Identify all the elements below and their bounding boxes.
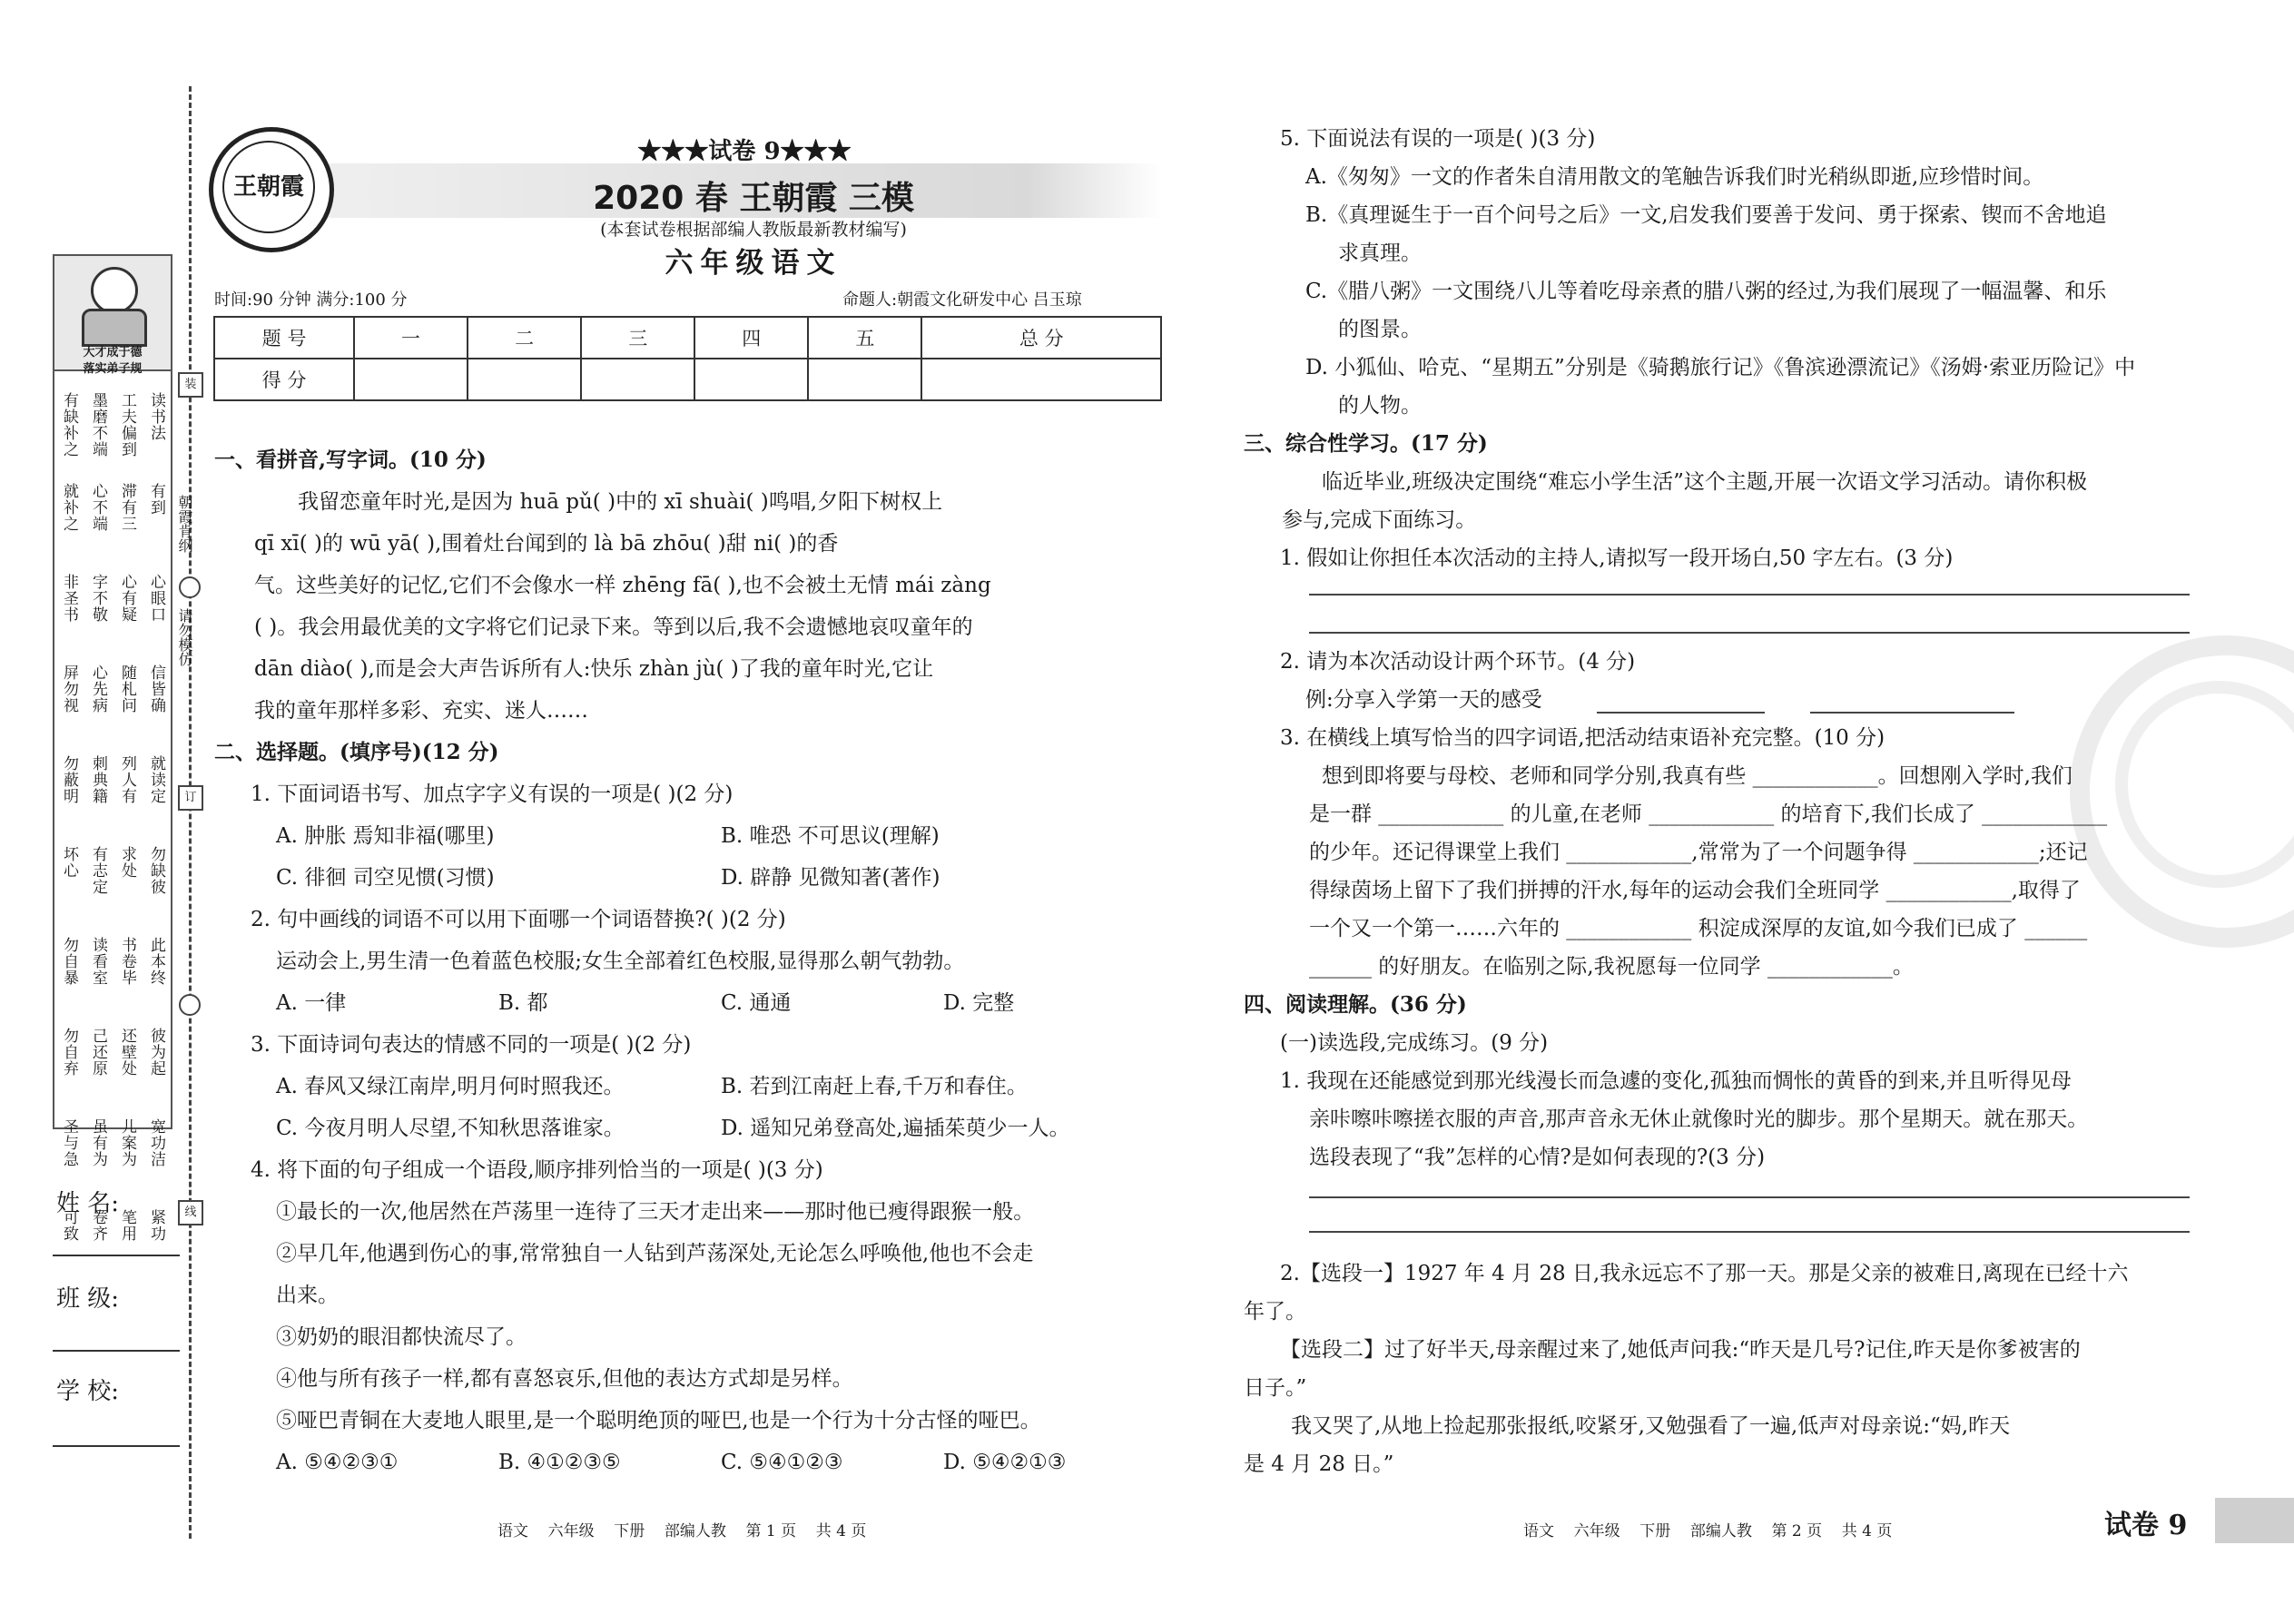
idiom-column: 求处	[118, 846, 136, 879]
left-page-body	[214, 439, 1167, 1483]
idiom-column: 虽有为	[89, 1118, 107, 1167]
brand-logo	[209, 127, 334, 252]
answer-line[interactable]	[1810, 712, 2014, 714]
option: D. 遥知兄弟登高处,遍插茱萸少一人。	[721, 1117, 1070, 1140]
time-score: 时间:90 分钟 满分:100 分	[214, 290, 408, 310]
section4-q2-line: 日子。”	[1244, 1376, 1307, 1400]
section1-line: qī xī( )的 wū yā( ),围着灶台闻到的 là bā zhōu( )甜 ni( )的香	[254, 532, 839, 556]
option: C. 通通	[721, 991, 792, 1015]
section4-q2-line: 年了。	[1244, 1300, 1306, 1324]
question-5-line: D. 小狐仙、哈克、“星期五”分别是《骑鹅旅行记》《鲁滨逊漂流记》《汤姆·索亚历险记》中	[1305, 356, 2136, 379]
score-input[interactable]	[808, 359, 921, 400]
table-cell: 得 分	[214, 359, 354, 400]
motto	[54, 345, 171, 378]
section1-line: 我的童年那样多彩、充实、迷人……	[254, 699, 588, 723]
idiom-column: 读看室	[89, 937, 107, 986]
idiom-column: 卷齐	[89, 1209, 107, 1242]
option-row	[214, 1442, 1167, 1483]
name-field[interactable]	[53, 1255, 180, 1256]
question-4-line: ⑤哑巴青铜在大麦地人眼里,是一个聪明绝顶的哑巴,也是一个行为十分古怪的哑巴。	[276, 1409, 1041, 1432]
idiom-column: 己还原	[89, 1028, 107, 1077]
paper-series: ★★★试卷 9★★★	[637, 138, 852, 165]
question-4-line: ②早几年,他遇到伤心的事,常常独自一人钻到芦荡深处,无论怎么呼唤他,他也不会走	[276, 1242, 1034, 1265]
subject-title: 六年级语文	[665, 247, 842, 280]
section1-line: ( )。我会用最优美的文字将它们记录下来。等到以后,我不会遗憾地哀叹童年的	[254, 615, 973, 639]
binding-mark: 线	[178, 1200, 203, 1225]
idiom-column: 心不端	[89, 483, 107, 532]
option-row	[214, 982, 1167, 1024]
tag-bar	[2215, 1498, 2294, 1543]
section1-heading: 一、看拼音,写字词。(10 分)	[214, 448, 487, 472]
idiom-column: 滞有三	[118, 483, 136, 532]
idiom-column: 刺典籍	[89, 755, 107, 804]
idiom-column: 屏勿视	[60, 664, 78, 714]
idiom-column: 笔用	[118, 1209, 136, 1242]
idiom-column: 勿自暴	[60, 937, 78, 986]
answer-line[interactable]	[1309, 594, 2190, 595]
score-value-row	[214, 359, 1161, 400]
section3-q3-line: 想到即将要与母校、老师和同学分别,我真有些 ____________。回想刚入学时,我们	[1322, 764, 2072, 788]
section4-q1-line: 选段表现了“我”怎样的心情?是如何表现的?(3 分)	[1309, 1146, 1766, 1169]
idiom-column: 彼为起	[147, 1028, 165, 1077]
section3-heading: 三、综合性学习。(17 分)	[1244, 431, 1488, 456]
section4-heading: 四、阅读理解。(36 分)	[1244, 992, 1467, 1017]
idiom-column: 还壁处	[118, 1028, 136, 1077]
idiom-column: 读书法	[147, 392, 165, 441]
binding-text: 请勿模仿	[176, 608, 193, 666]
section3-q3-line: 的少年。还记得课堂上我们 ____________,常常为了一个问题争得 ____________;还记	[1309, 841, 2088, 864]
score-input[interactable]	[921, 359, 1161, 400]
idiom-column: 有到	[147, 483, 165, 516]
idiom-column: 随札问	[118, 664, 136, 714]
footer-right: 语文 六年级 下册 部编人教 第 2 页 共 4 页	[1523, 1522, 1893, 1540]
idiom-column: 有缺补之	[60, 392, 78, 458]
idiom-column: 勿缺彼	[147, 846, 165, 895]
table-cell: 一	[354, 317, 468, 359]
answer-line[interactable]	[1309, 1231, 2190, 1233]
idiom-column: 非圣书	[60, 574, 78, 623]
idiom-column: 紧功	[147, 1209, 165, 1242]
option-row	[214, 1107, 1167, 1149]
idiom-column: 儿案为	[118, 1118, 136, 1167]
author-line: 命题人:朝霞文化研发中心 吕玉琼	[842, 290, 1082, 310]
section3-q3-line: 是一群 ____________ 的儿童,在老师 ____________ 的培育下,我们长成了 ____________	[1309, 802, 2108, 826]
score-input[interactable]	[354, 359, 468, 400]
section2-heading: 二、选择题。(填序号)(12 分)	[214, 740, 499, 764]
idiom-column: 就补之	[60, 483, 78, 532]
option: D. 辟静 见微知著(著作)	[721, 866, 940, 890]
logo-text: 王朝霞	[222, 141, 315, 233]
question-5-line: 求真理。	[1338, 241, 1422, 265]
question-5-line: C.《腊八粥》一文围绕八儿等着吃母亲煮的腊八粥的经过,为我们展现了一幅温馨、和乐	[1305, 280, 2107, 303]
idiom-column: 信皆确	[147, 664, 165, 714]
section3-q2-example	[1244, 681, 2206, 719]
section3-q2: 2. 请为本次活动设计两个环节。(4 分)	[1280, 650, 1636, 674]
question-4-line: ④他与所有孩子一样,都有喜怒哀乐,但他的表达方式却是另样。	[276, 1367, 853, 1391]
answer-line[interactable]	[1309, 632, 2190, 634]
table-cell: 二	[468, 317, 581, 359]
option: C. 徘徊 司空见惯(习惯)	[276, 866, 495, 890]
idiom-column: 坏心	[60, 846, 78, 879]
score-input[interactable]	[581, 359, 694, 400]
question-3: 3. 下面诗词句表达的情感不同的一项是( )(2 分)	[251, 1033, 692, 1057]
option: B. 若到江南赶上春,千万和春住。	[721, 1075, 1028, 1098]
idiom-column: 列人有	[118, 755, 136, 804]
option: B. 都	[498, 991, 548, 1015]
option: C. ⑤④①②③	[721, 1451, 843, 1474]
table-cell: 四	[694, 317, 808, 359]
question-2: 2. 句中画线的词语不可以用下面哪一个词语替换?( )(2 分)	[251, 908, 786, 931]
table-cell: 五	[808, 317, 921, 359]
option: C. 今夜月明人尽望,不知秋思落谁家。	[276, 1117, 625, 1140]
section4-q2-line: 是 4 月 28 日。”	[1244, 1452, 1394, 1476]
question-5-line: 的图景。	[1338, 318, 1422, 341]
idiom-column: 有志定	[89, 846, 107, 895]
motto-line: 大才成于德	[83, 346, 143, 359]
idiom-column: 书卷毕	[118, 937, 136, 986]
name-label: 姓 名:	[56, 1190, 120, 1217]
section3-q3-line: 一个又一个第一……六年的 ____________ 积淀成深厚的友谊,如今我们已成了 ______	[1309, 917, 2088, 940]
motto-line: 落实弟子规	[83, 362, 143, 376]
section4-sub: (一)读选段,完成练习。(9 分)	[1280, 1031, 1549, 1055]
question-5-line: 的人物。	[1338, 394, 1422, 418]
idiom-column: 墨磨不端	[89, 392, 107, 458]
idiom-column: 此本终	[147, 937, 165, 986]
option: D. ⑤④②①③	[943, 1451, 1067, 1474]
question-4-line: ①最长的一次,他居然在芦荡里一连待了三天才走出来——那时他已瘦得跟猴一般。	[276, 1200, 1035, 1224]
question-2-sentence: 运动会上,男生清一色着蓝色校服;女生全部着红色校服,显得那么朝气勃勃。	[276, 950, 965, 973]
option: A. 一律	[276, 991, 347, 1015]
binding-hole	[179, 994, 201, 1016]
section4-q1-line: 亲咔嚓咔嚓搓衣服的声音,那声音永无休止就像时光的脚步。那个星期天。就在那天。	[1309, 1107, 2089, 1131]
binding-mark: 订	[178, 785, 203, 811]
score-input[interactable]	[694, 359, 808, 400]
idiom-column: 工夫偏到	[118, 392, 136, 458]
option: A. 春风又绿江南岸,明月何时照我还。	[276, 1075, 625, 1098]
idiom-column: 勿自弃	[60, 1028, 78, 1077]
example-text: 例:分享入学第一天的感受	[1305, 688, 1542, 712]
idiom-column: 就读定	[147, 755, 165, 804]
binding-hole	[179, 576, 201, 598]
answer-line[interactable]	[1309, 1196, 2190, 1198]
idiom-column: 心先病	[89, 664, 107, 714]
section4-q2-line: 我又哭了,从地上捡起那张报纸,咬紧牙,又勉强看了一遍,低声对母亲说:“妈,昨天	[1291, 1414, 2011, 1438]
idiom-grid	[54, 392, 171, 1300]
binding-dashed-line	[189, 86, 192, 1539]
school-label: 学 校:	[56, 1378, 120, 1405]
question-4-line: 出来。	[276, 1284, 339, 1307]
option-row	[214, 815, 1167, 857]
binding-mark: 装	[178, 372, 203, 398]
section3-q1: 1. 假如让你担任本次活动的主持人,请拟写一段开场白,50 字左右。(3 分)	[1280, 546, 1954, 570]
table-cell: 总 分	[921, 317, 1161, 359]
option-row	[214, 1066, 1167, 1107]
class-label: 班 级:	[56, 1285, 120, 1313]
paper-tag: 试卷 9	[2104, 1510, 2188, 1541]
option: D. 完整	[943, 991, 1015, 1015]
score-header-row	[214, 317, 1161, 359]
section4-q2-line: 【选段二】过了好半天,母亲醒过来了,她低声问我:“昨天是几号?记住,昨天是你爹被害的	[1280, 1338, 2081, 1362]
table-cell: 题 号	[214, 317, 354, 359]
idiom-column: 圣与急	[60, 1118, 78, 1167]
idiom-column: 心有疑	[118, 574, 136, 623]
question-5-line: A.《匆匆》一文的作者朱自清用散文的笔触告诉我们时光稍纵即逝,应珍惜时间。	[1305, 165, 2044, 189]
section1-line: 气。这些美好的记忆,它们不会像水一样 zhēng fā( ),也不会被土无情 mái zàng	[254, 574, 991, 597]
idiom-column: 心眼口	[147, 574, 165, 623]
paper-subtitle: (本套试卷根据部编人教版最新教材编写)	[600, 220, 907, 240]
right-page-body	[1244, 120, 2206, 1483]
paper-title: 2020 春 王朝霞 三模	[593, 180, 914, 217]
question-1: 1. 下面词语书写、加点字字义有误的一项是( )(2 分)	[251, 782, 733, 806]
question-4: 4. 将下面的句子组成一个语段,顺序排列恰当的一项是( )(3 分)	[251, 1158, 823, 1182]
answer-line[interactable]	[1597, 712, 1765, 714]
section3-q3-line: ______ 的好朋友。在临别之际,我祝愿每一位同学 ____________。	[1309, 955, 1914, 979]
section3-q3-line: 得绿茵场上留下了我们拼搏的汗水,每年的运动会我们全班同学 ____________,取得了	[1309, 879, 2081, 902]
binding-text: 朝霞肯纲	[176, 495, 193, 553]
option: A. 肿胀 焉知非福(哪里)	[276, 824, 495, 848]
idiom-column: 可致	[60, 1209, 78, 1242]
score-table	[213, 316, 1162, 401]
section1-line: 我留恋童年时光,是因为 huā pǔ( )中的 xī shuài( )鸣唱,夕阳下树权上	[298, 490, 943, 514]
section3-intro: 参与,完成下面练习。	[1282, 508, 1477, 532]
option: B. 唯恐 不可思议(理解)	[721, 824, 940, 848]
school-field[interactable]	[53, 1445, 180, 1447]
option: B. ④①②③⑤	[498, 1451, 621, 1474]
section1-line: dān diào( ),而是会大声告诉所有人:快乐 zhàn jù( )了我的童年时光,它让	[254, 657, 934, 681]
question-5-line: B.《真理诞生于一百个问号之后》一文,启发我们要善于发问、勇于探索、锲而不舍地追	[1305, 203, 2107, 227]
class-field[interactable]	[53, 1350, 180, 1352]
option-row	[214, 857, 1167, 899]
question-5: 5. 下面说法有误的一项是( )(3 分)	[1280, 127, 1596, 151]
table-cell: 三	[581, 317, 694, 359]
idiom-column: 宽功洁	[147, 1118, 165, 1167]
section4-q2-line: 2.【选段一】1927 年 4 月 28 日,我永远忘不了那一天。那是父亲的被难日,离现在已经十六	[1280, 1262, 2129, 1285]
score-input[interactable]	[468, 359, 581, 400]
question-4-line: ③奶奶的眼泪都快流尽了。	[276, 1325, 527, 1349]
section3-intro: 临近毕业,班级决定围绕“难忘小学生活”这个主题,开展一次语文学习活动。请你积极	[1322, 470, 2088, 494]
idiom-column: 勿蔽明	[60, 755, 78, 804]
idiom-column: 字不敬	[89, 574, 107, 623]
section4-q1-line: 1. 我现在还能感觉到那光线漫长而急遽的变化,孤独而惆怅的黄昏的到来,并且听得见母	[1280, 1069, 2072, 1093]
option: A. ⑤④②③①	[276, 1451, 399, 1474]
footer-left: 语文 六年级 下册 部编人教 第 1 页 共 4 页	[497, 1522, 867, 1540]
section3-q3: 3. 在横线上填写恰当的四字词语,把活动结束语补充完整。(10 分)	[1280, 726, 1885, 750]
